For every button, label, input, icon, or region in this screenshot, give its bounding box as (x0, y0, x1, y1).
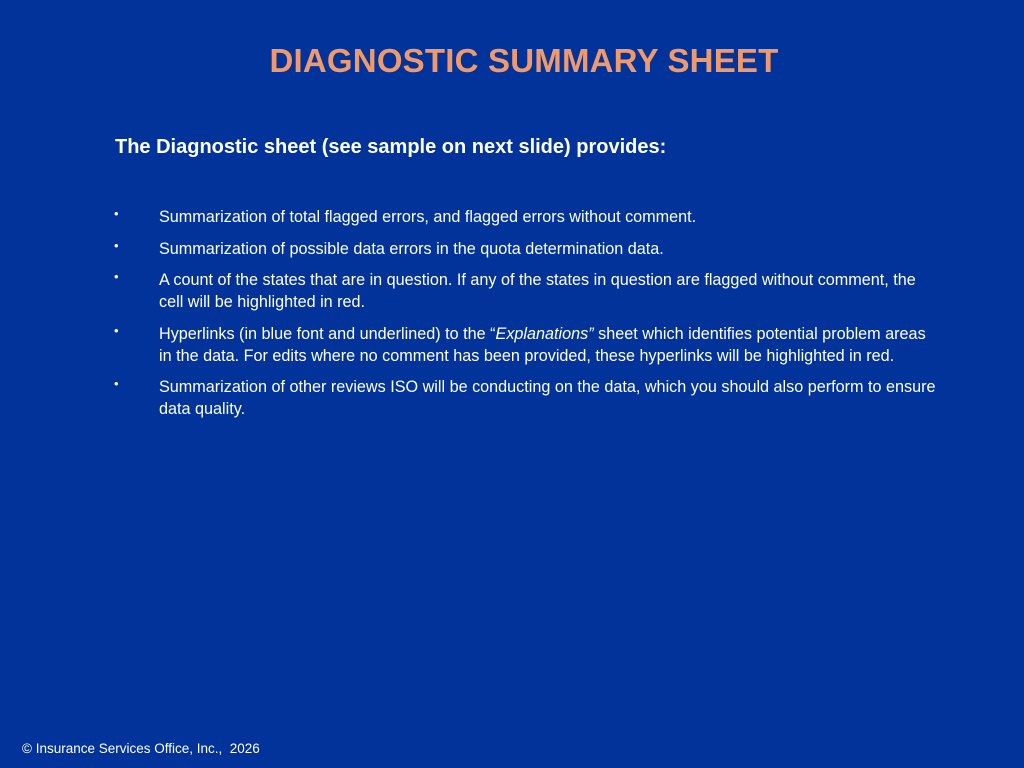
bullet-dot-icon: • (114, 322, 119, 338)
bullet-text: A count of the states that are in question. If any of the states in question are flagged without comment, the cell will be highlighted in red. (159, 271, 916, 311)
bullet-item (112, 323, 942, 367)
bullet-text: Summarization of other reviews ISO will be conducting on the data, which you should also perform to ensure data quality. (159, 378, 936, 418)
bullet-dot-icon: • (114, 206, 119, 221)
bullet-dot-icon: • (114, 237, 119, 253)
bullet-text: Summarization of total flagged errors, and flagged errors without comment. (159, 208, 697, 226)
explanations-sheet-reference: Explanations” (495, 324, 594, 343)
bullet-list (112, 206, 942, 430)
bullet-text-pre: Hyperlinks (in blue font and underlined) to the “ (159, 324, 496, 343)
bullet-item (112, 206, 942, 228)
bullet-item (112, 269, 942, 313)
bullet-dot-icon: • (114, 376, 119, 391)
bullet-item (112, 376, 942, 420)
bullet-text: Summarization of possible data errors in the quota determination data. (159, 239, 664, 258)
slide-title: DIAGNOSTIC SUMMARY SHEET (269, 42, 779, 79)
bullet-dot-icon: • (114, 269, 119, 284)
bullet-item (112, 238, 942, 260)
bullet-text-post: sheet which identifies potential problem areas in the data. For edits where no comment has been provided, these hyperlinks will be highlighted in red. (159, 324, 926, 365)
slide-subtitle: The Diagnostic sheet (see sample on next slide) provides: (115, 136, 667, 158)
copyright-footer: © Insurance Services Office, Inc., 2026 (22, 741, 260, 756)
